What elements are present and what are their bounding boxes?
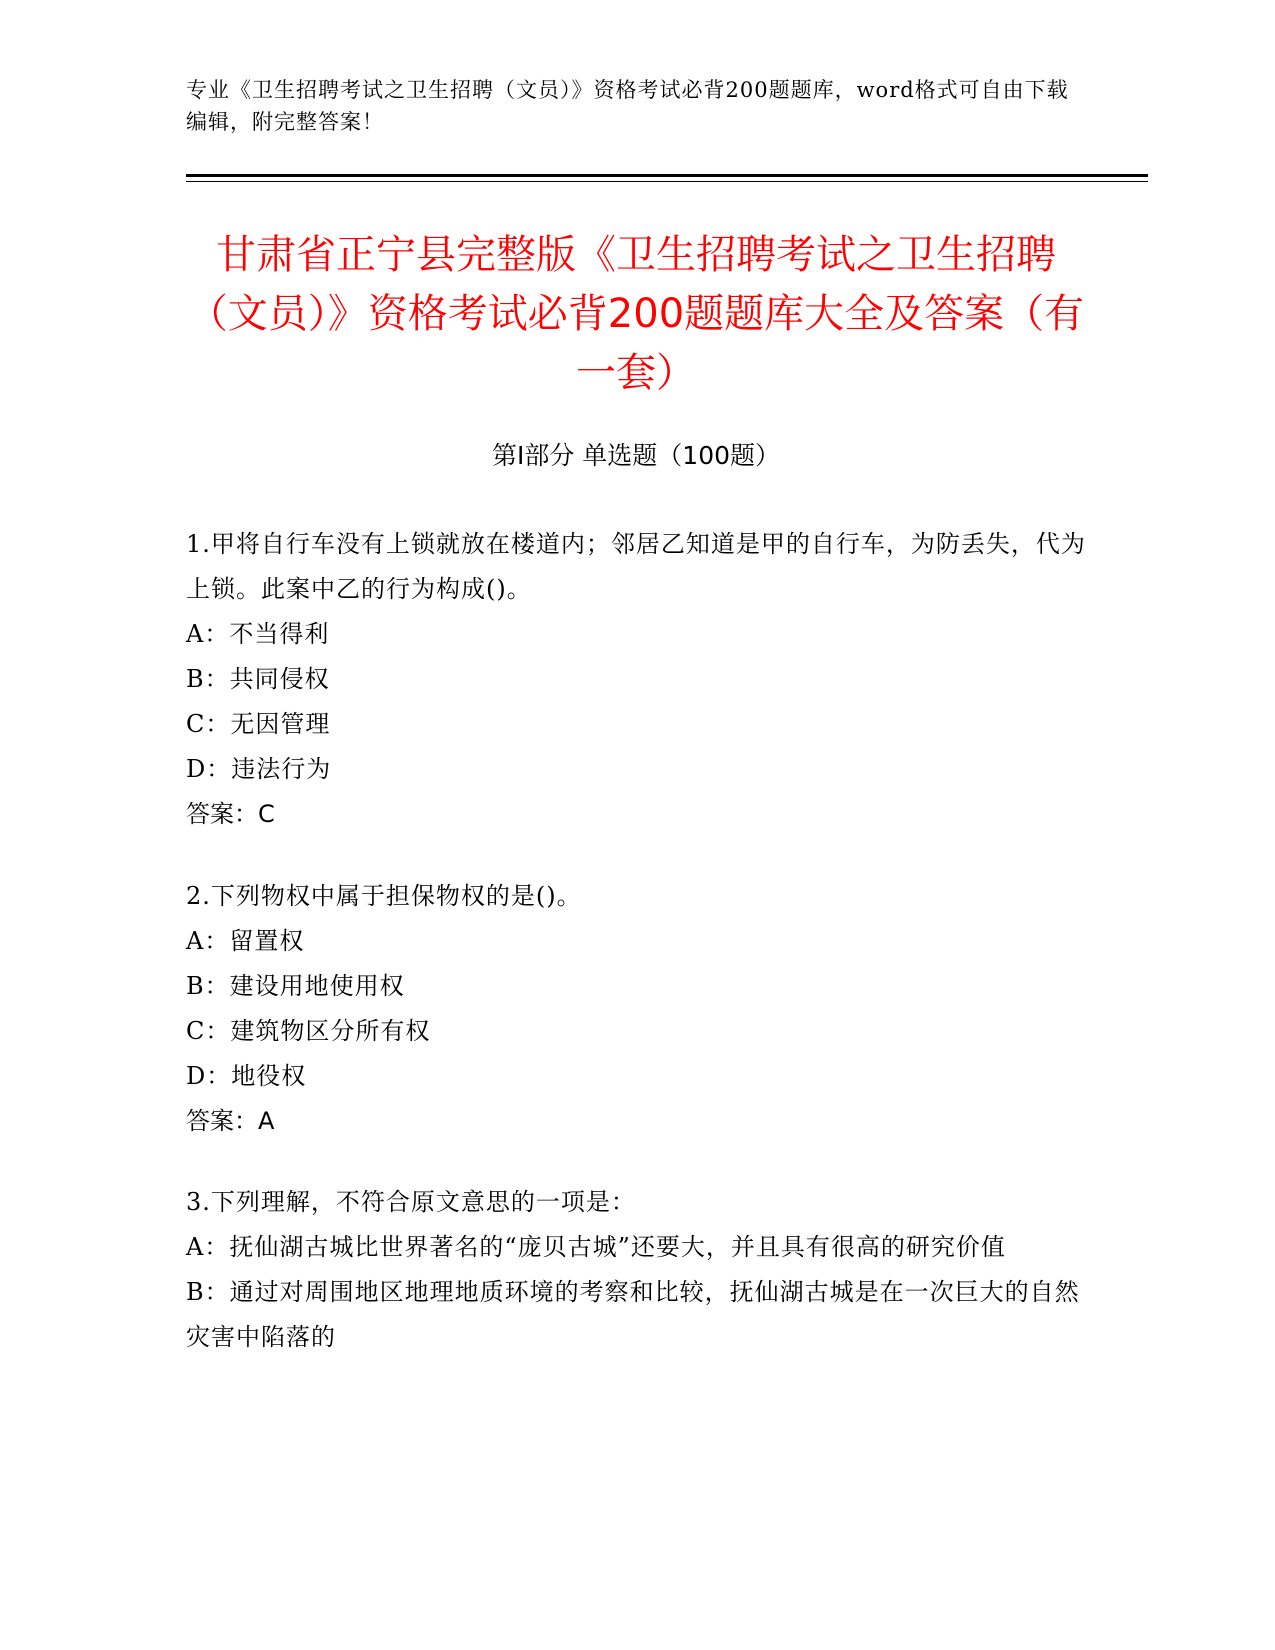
header-rule-thin [186, 181, 1148, 182]
question-stem: 3.下列理解，不符合原文意思的一项是： [186, 1188, 636, 1216]
question-2 [186, 874, 1086, 1144]
question-stem: 2.下列物权中属于担保物权的是()。 [186, 882, 582, 910]
section-heading: 第I部分 单选题（100题） [491, 441, 781, 470]
option-d: D：地役权 [186, 1062, 307, 1090]
question-3 [186, 1180, 1086, 1360]
option-a: A：留置权 [186, 927, 305, 955]
answer-line: 答案：A [186, 1107, 275, 1135]
answer-line: 答案：C [186, 800, 275, 828]
option-c: C：建筑物区分所有权 [186, 1017, 431, 1045]
option-b: B：通过对周围地区地理地质环境的考察和比较，抚仙湖古城是在一次巨大的自然灾害中陷落的 [186, 1278, 1080, 1351]
option-b: B：共同侵权 [186, 665, 330, 693]
header-note: 专业《卫生招聘考试之卫生招聘（文员）》资格考试必背200题题库，word格式可自由下载编辑，附完整答案！ [186, 78, 1069, 134]
option-a: A：抚仙湖古城比世界著名的“庞贝古城”还要大，并且具有很高的研究价值 [186, 1233, 1006, 1261]
document-title: 甘肃省正宁县完整版《卫生招聘考试之卫生招聘（文员）》资格考试必背200题题库大全及答案（有一套） [187, 232, 1085, 396]
question-stem: 1.甲将自行车没有上锁就放在楼道内；邻居乙知道是甲的自行车，为防丢失，代为上锁。此案中乙的行为构成()。 [186, 530, 1086, 603]
option-b: B：建设用地使用权 [186, 972, 405, 1000]
option-d: D：违法行为 [186, 755, 332, 783]
option-c: C：无因管理 [186, 710, 331, 738]
option-a: A：不当得利 [186, 620, 330, 648]
question-1 [186, 522, 1086, 837]
header-rule-thick [186, 174, 1148, 177]
